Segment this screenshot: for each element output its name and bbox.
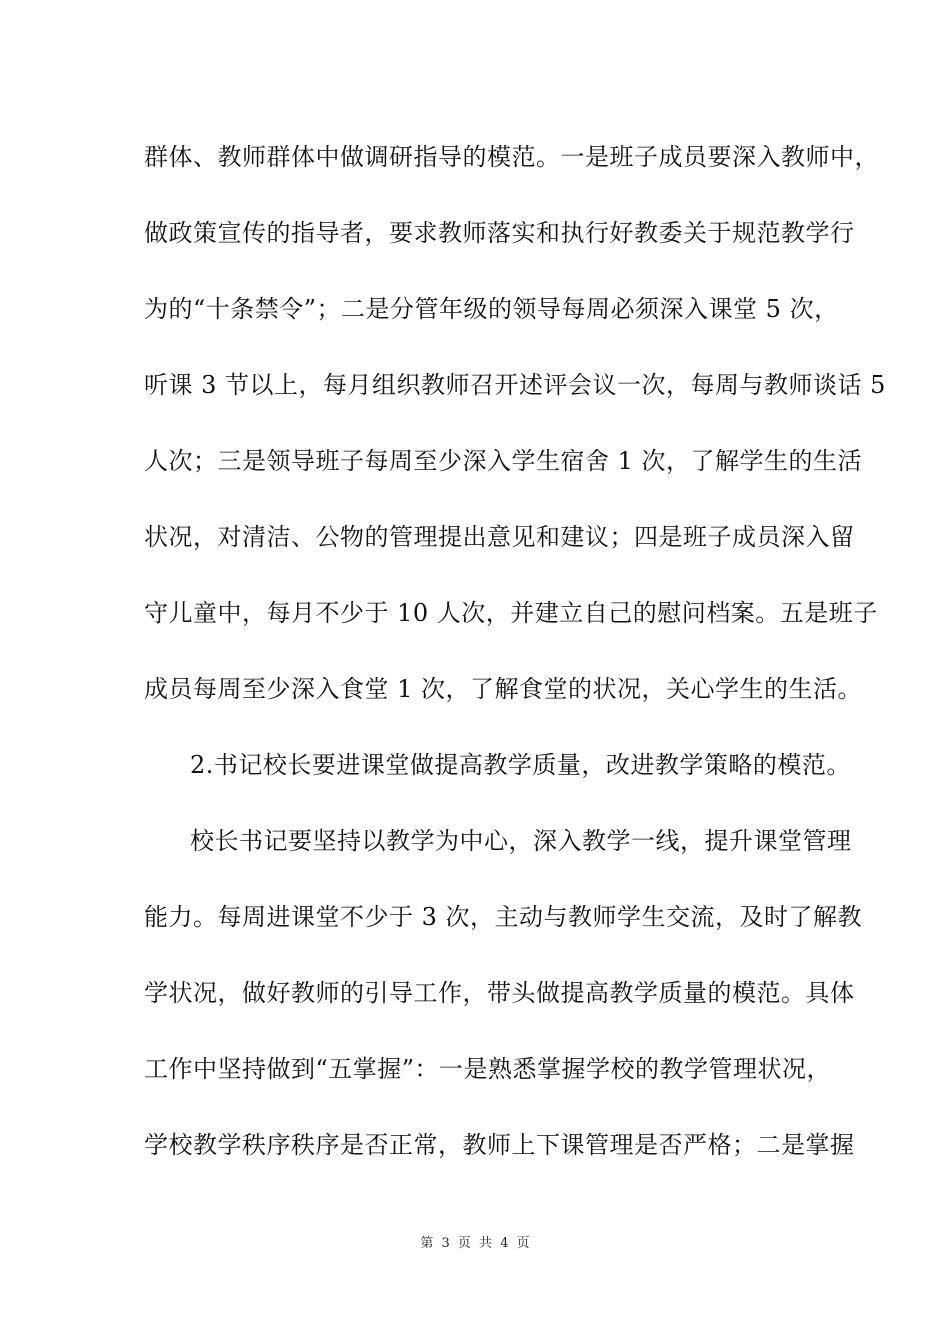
body-text-line-11: 能力。每周进课堂不少于 3 次，主动与教师学生交流，及时了解教 — [144, 903, 863, 931]
body-text-line-14: 学校教学秩序秩序是否正常，教师上下课管理是否严格；二是掌握 — [144, 1131, 855, 1159]
body-text-line-5: 人次；三是领导班子每周至少深入学生宿舍 1 次，了解学生的生活 — [144, 447, 863, 475]
body-text-line-2: 做政策宣传的指导者，要求教师落实和执行好教委关于规范教学行 — [144, 219, 855, 247]
body-text-line-4: 听课 3 节以上，每月组织教师召开述评会议一次，每周与教师谈话 5 — [144, 371, 886, 399]
body-text-line-10: 校长书记要坚持以教学为中心，深入教学一线，提升课堂管理 — [190, 827, 852, 855]
body-text-line-1: 群体、教师群体中做调研指导的模范。一是班子成员要深入教师中， — [144, 143, 879, 171]
body-text-line-8: 成员每周至少深入食堂 1 次，了解食堂的状况，关心学生的生活。 — [144, 675, 863, 703]
body-text-line-7: 守儿童中，每月不少于 10 人次，并建立自己的慰问档案。五是班子 — [144, 599, 878, 627]
page-number-footer: 第 3 页 共 4 页 — [420, 1236, 530, 1251]
body-text-line-12: 学状况，做好教师的引导工作，带头做提高教学质量的模范。具体 — [144, 979, 855, 1007]
body-text-line-13: 工作中坚持做到“五掌握”：一是熟悉掌握学校的教学管理状况， — [144, 1055, 832, 1083]
body-text-line-3: 为的“十条禁令”；二是分管年级的领导每周必须深入课堂 5 次， — [144, 295, 839, 323]
body-text-line-6: 状况，对清洁、公物的管理提出意见和建议；四是班子成员深入留 — [144, 523, 855, 551]
section-heading: 2.书记校长要进课堂做提高教学质量，改进教学策略的模范。 — [190, 751, 851, 779]
